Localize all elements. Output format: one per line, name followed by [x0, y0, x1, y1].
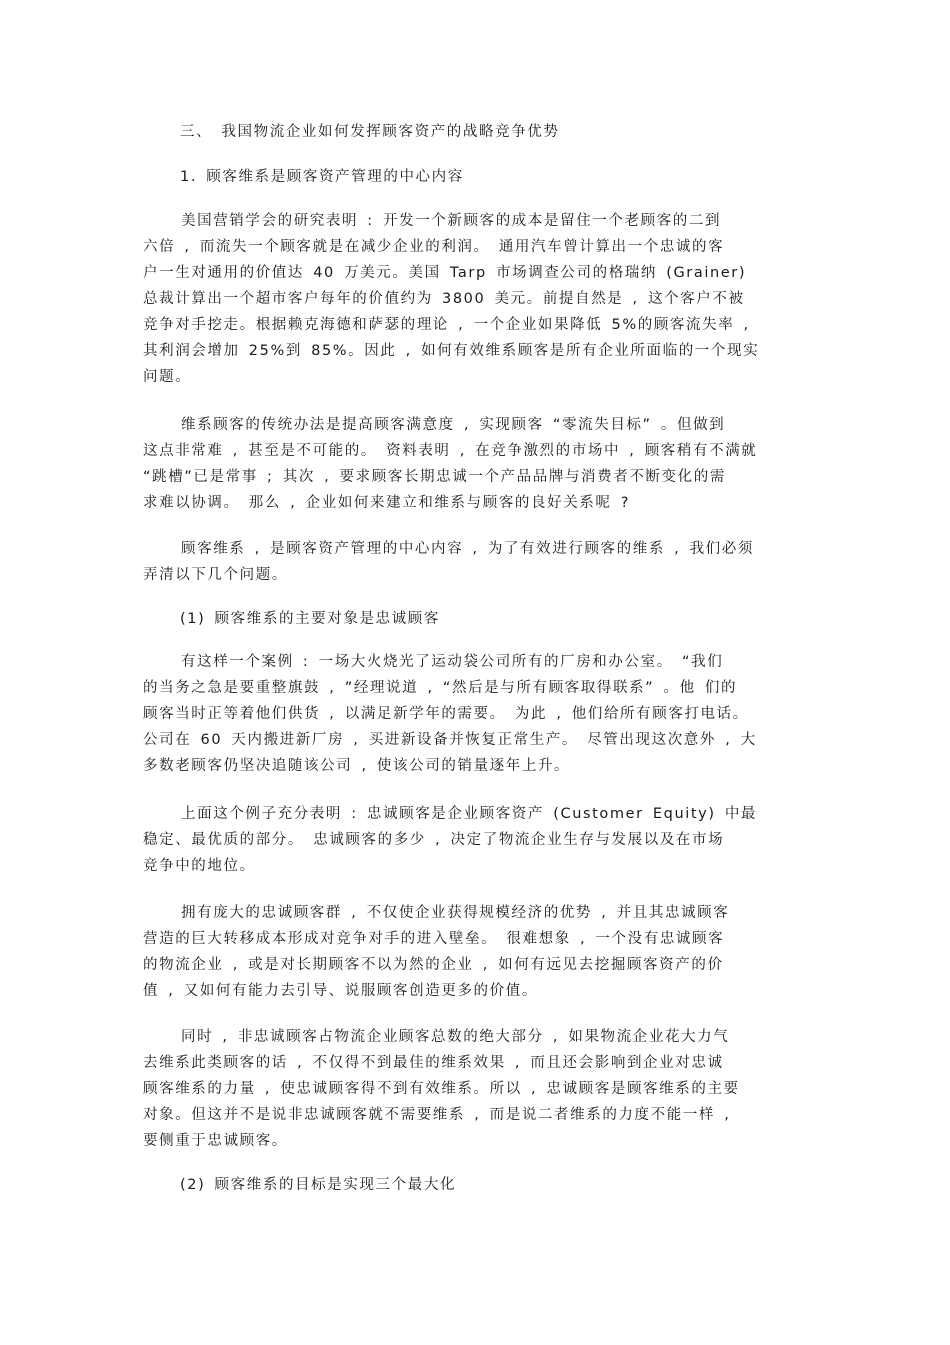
section-title: 三、 我国物流企业如何发挥顾客资产的战略竞争优势 — [180, 124, 560, 140]
paragraph-line: 弄清以下几个问题。 — [143, 567, 288, 583]
item-1-title: (1) 顾客维系的主要对象是忠诚顾客 — [180, 611, 440, 627]
paragraph-line: 总裁计算出一个超市客户每年的价值约为 3800 美元。前提自然是 , 这个客户不被 — [143, 291, 745, 307]
paragraph-line: 要侧重于忠诚顾客。 — [143, 1133, 288, 1149]
paragraph-line: 问题。 — [143, 369, 192, 385]
paragraph-line: 有这样一个案例 : 一场大火烧光了运动袋公司所有的厂房和办公室。 “我们 — [181, 654, 724, 670]
paragraph-line: 竞争中的地位。 — [143, 858, 256, 874]
paragraph-line: 户一生对通用的价值达 40 万美元。美国 Tarp 市场调查公司的格瑞纳 (Grainer) — [143, 265, 747, 281]
paragraph-line: “跳槽”已是常事 ; 其次 , 要求顾客长期忠诚一个产品品牌与消费者不断变化的需 — [143, 469, 726, 485]
paragraph-line: 这点非常难 , 甚至是不可能的。 资料表明 , 在竞争激烈的市场中 , 顾客稍有不满就 — [143, 443, 758, 459]
item-2-title: (2) 顾客维系的目标是实现三个最大化 — [180, 1177, 457, 1193]
paragraph-line: 维系顾客的传统办法是提高顾客满意度 , 实现顾客 “零流失目标” 。但做到 — [181, 417, 726, 433]
subsection-title: 1. 顾客维系是顾客资产管理的中心内容 — [180, 169, 464, 185]
paragraph-line: 公司在 60 天内搬进新厂房 , 买进新设备并恢复正常生产。 尽管出现这次意外 , 大 — [143, 732, 757, 748]
paragraph-line: 多数老顾客仍坚决追随该公司 , 使该公司的销量逐年上升。 — [143, 758, 571, 774]
paragraph-line: 稳定、最优质的部分。 忠诚顾客的多少 , 决定了物流企业生存与发展以及在市场 — [143, 832, 725, 848]
paragraph-line: 竞争对手挖走。根据赖克海德和萨瑟的理论 , 一个企业如果降低 5%的顾客流失率 , — [143, 317, 750, 333]
paragraph-line: 去维系此类顾客的话 , 不仅得不到最佳的维系效果 , 而且还会影响到企业对忠诚 — [143, 1055, 724, 1071]
paragraph-line: 顾客维系 , 是顾客资产管理的中心内容 , 为了有效进行顾客的维系 , 我们必须 — [181, 541, 754, 557]
paragraph-line: 值 , 又如何有能力去引导、说服顾客创造更多的价值。 — [143, 983, 538, 999]
paragraph-line: 营造的巨大转移成本形成对竞争对手的进入壁垒。 很难想象 , 一个没有忠诚顾客 — [143, 931, 725, 947]
paragraph-line: 的当务之急是要重整旗鼓 , ”经理说道 , “然后是与所有顾客取得联系” 。他 们的 — [143, 680, 738, 696]
paragraph-line: 拥有庞大的忠诚顾客群 , 不仅使企业获得规模经济的优势 , 并且其忠诚顾客 — [181, 905, 730, 921]
paragraph-line: 上面这个例子充分表明 : 忠诚顾客是企业顾客资产 (Customer Equity) 中最 — [181, 806, 758, 822]
paragraph-line: 的物流企业 , 或是对长期顾客不以为然的企业 , 如何有远见去挖掘顾客资产的价 — [143, 957, 724, 973]
paragraph-line: 顾客当时正等着他们供货 , 以满足新学年的需要。 为此 , 他们给所有顾客打电话。 — [143, 706, 749, 722]
paragraph-line: 对象。但这并不是说非忠诚顾客就不需要维系 , 而是说二者维系的力度不能一样 , — [143, 1107, 731, 1123]
paragraph-line: 美国营销学会的研究表明 : 开发一个新顾客的成本是留住一个老顾客的二到 — [181, 213, 722, 229]
paragraph-line: 求难以协调。 那么 , 企业如何来建立和维系与顾客的良好关系呢 ? — [143, 495, 631, 511]
paragraph-line: 同时 , 非忠诚顾客占物流企业顾客总数的绝大部分 , 如果物流企业花大力气 — [181, 1029, 730, 1045]
paragraph-line: 六倍 , 而流失一个顾客就是在减少企业的利润。 通用汽车曾计算出一个忠诚的客 — [143, 239, 725, 255]
paragraph-line: 其利润会增加 25%到 85%。因此 , 如何有效维系顾客是所有企业所面临的一个现实 — [143, 343, 760, 359]
paragraph-line: 顾客维系的力量 , 使忠诚顾客得不到有效维系。所以 , 忠诚顾客是顾客维系的主要 — [143, 1081, 740, 1097]
